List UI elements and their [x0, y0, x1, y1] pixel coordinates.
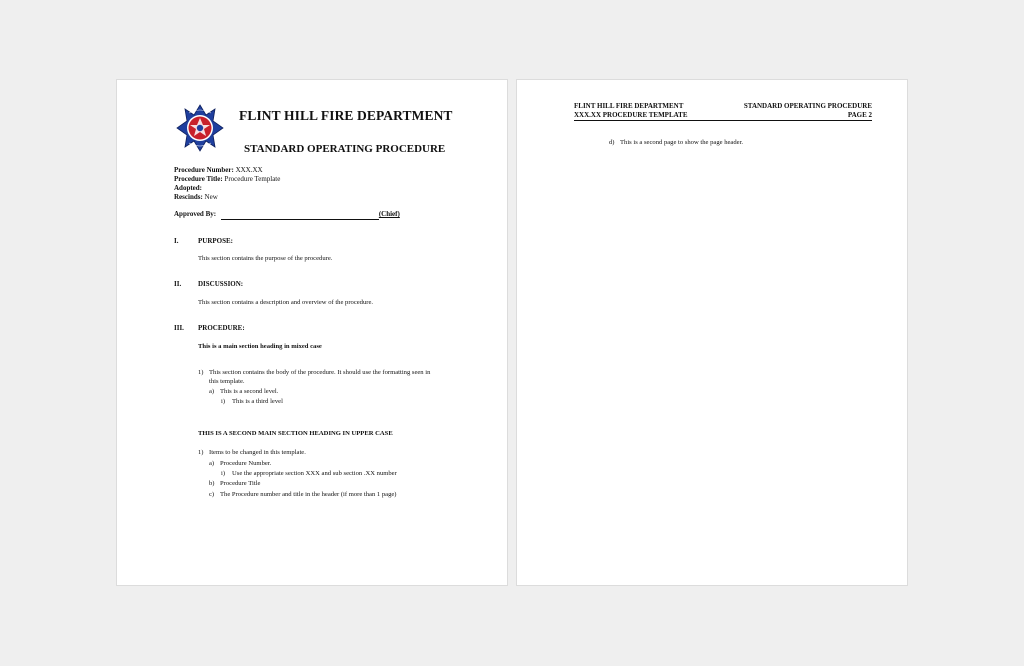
header-department: FLINT HILL FIRE DEPARTMENT: [574, 102, 684, 110]
procedure-number-value: XXX.XX: [235, 166, 263, 174]
list-number: 1): [198, 369, 204, 376]
list-number: a): [209, 388, 215, 395]
approved-by-label: Approved By:: [174, 210, 217, 218]
list-item-level-2: This is a second page to show the page header.: [620, 139, 744, 146]
procedure-number-label: Procedure Number:: [174, 166, 234, 174]
header-sop: STANDARD OPERATING PROCEDURE: [743, 102, 872, 110]
main-heading-upper-case: THIS IS A SECOND MAIN SECTION HEADING IN UPPER CASE: [198, 430, 393, 437]
document-page-2: [516, 79, 908, 586]
section-body: This section contains the purpose of the procedure.: [198, 255, 333, 262]
section-body: This section contains a description and overview of the procedure.: [198, 299, 374, 306]
list-number: i): [221, 398, 226, 405]
list-item-level-2: This is a second level.: [220, 388, 279, 395]
list-item-level-3: This is a third level: [232, 398, 283, 405]
section-number: I.: [174, 237, 179, 245]
list-number: a): [209, 460, 215, 467]
list-item-level-2: The Procedure number and title in the header (if more than 1 page): [220, 491, 397, 498]
header-page-number: PAGE 2: [847, 111, 872, 119]
list-number: i): [221, 470, 226, 477]
list-number: c): [209, 491, 215, 498]
header-rule: [574, 120, 872, 121]
document-subtitle: STANDARD OPERATING PROCEDURE: [244, 143, 446, 155]
section-heading: DISCUSSION:: [198, 280, 244, 288]
list-item-level-3: Use the appropriate section XXX and sub section .XX number: [232, 470, 397, 477]
section-number: II.: [174, 280, 182, 288]
list-item: This section contains the body of the procedure. It should use the formatting seen in: [209, 369, 431, 376]
list-number: b): [209, 480, 215, 487]
approved-by-line: [174, 210, 400, 220]
document-page-1: [116, 79, 508, 586]
list-item: Items to be changed in this template.: [209, 449, 306, 456]
list-number: 1): [198, 449, 204, 456]
chief-label: (Chief): [378, 210, 400, 218]
procedure-title-value: Procedure Template: [224, 175, 281, 183]
section-heading: PROCEDURE:: [198, 324, 245, 332]
list-item-continued: this template.: [209, 378, 245, 385]
rescinds-value: New: [204, 193, 218, 201]
list-number: d): [609, 139, 615, 146]
main-heading-mixed-case: This is a main section heading in mixed case: [198, 343, 322, 350]
procedure-title-label: Procedure Title:: [174, 175, 223, 183]
header-procedure: XXX.XX PROCEDURE TEMPLATE: [574, 111, 688, 119]
procedure-title-line: [174, 175, 280, 184]
rescinds-label: Rescinds:: [174, 193, 203, 201]
fire-department-logo-icon: [175, 103, 225, 153]
rescinds-line: [174, 193, 218, 202]
section-number: III.: [174, 324, 184, 332]
list-item-level-2: Procedure Number.: [220, 460, 272, 467]
section-heading: PURPOSE:: [198, 237, 233, 245]
signature-line: [221, 210, 379, 220]
adopted-label: Adopted:: [174, 184, 203, 192]
list-item-level-2: Procedure Title: [220, 480, 261, 487]
procedure-number-line: [174, 166, 263, 175]
department-title: FLINT HILL FIRE DEPARTMENT: [239, 108, 453, 123]
